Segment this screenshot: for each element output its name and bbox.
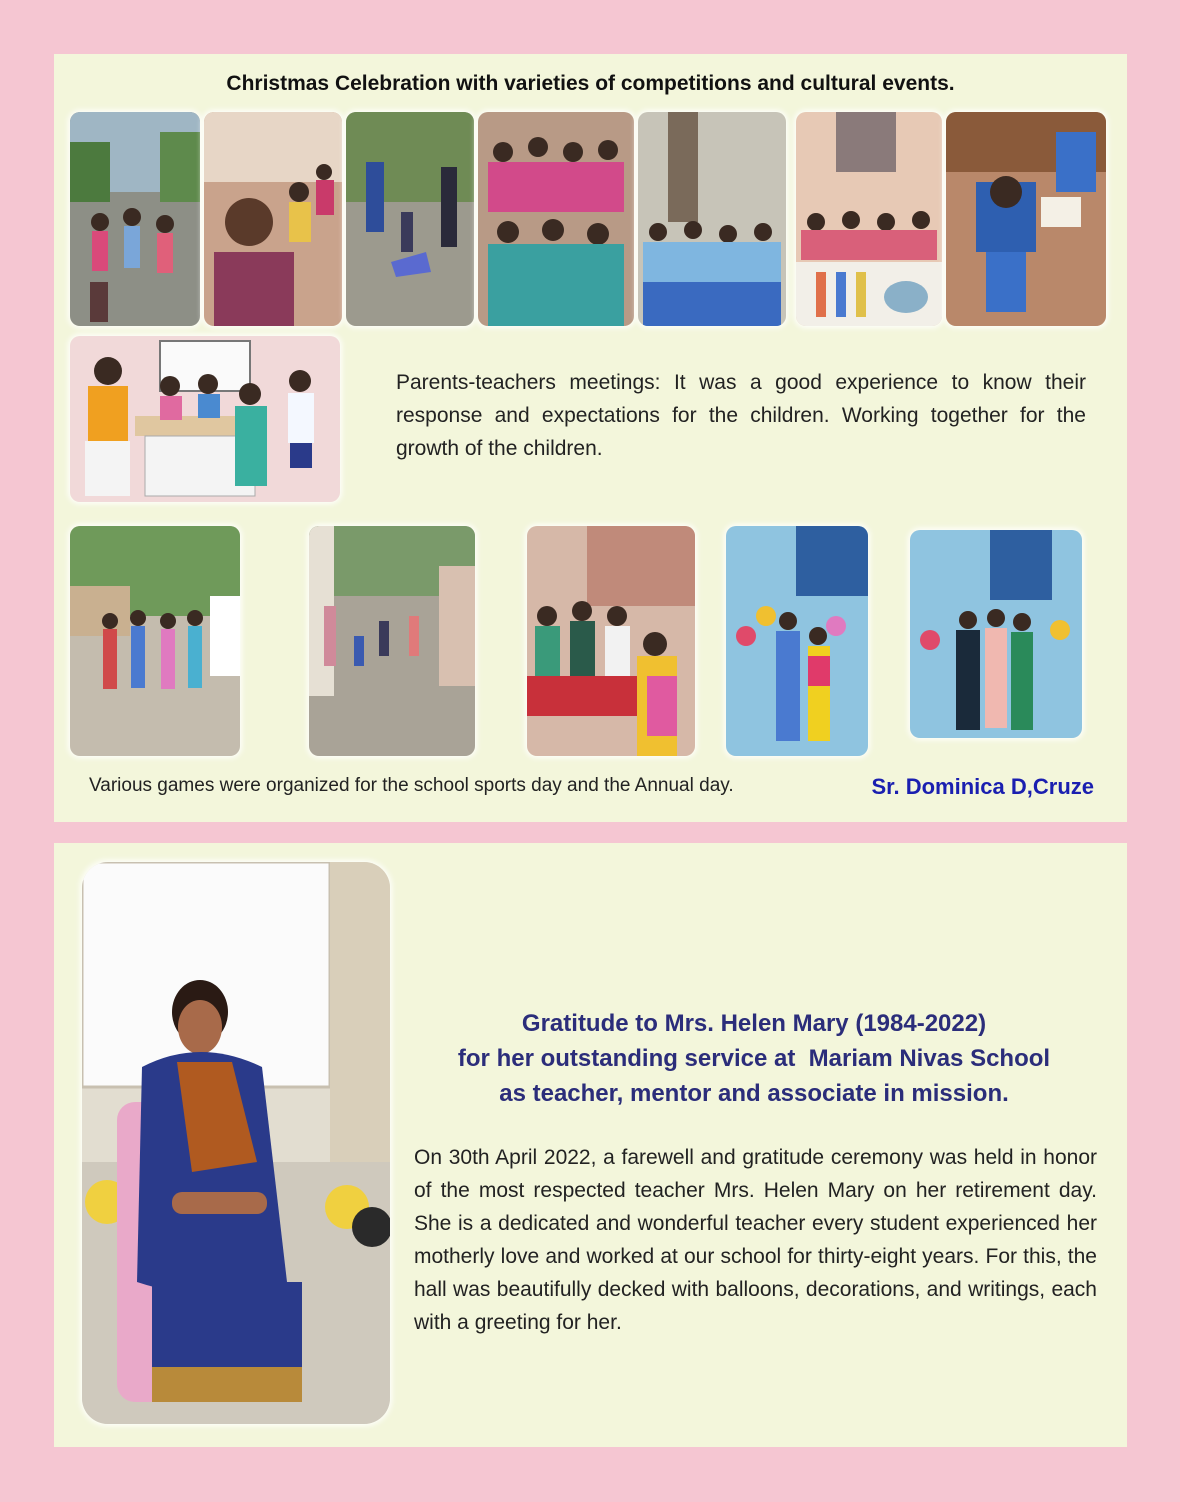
christmas-photo-4 [478,112,634,326]
gratitude-title-line-1: Gratitude to Mrs. Helen Mary (1984-2022) [521,1010,987,1037]
christmas-photo-3 [346,112,474,326]
author-name: Sr. Dominica D,Cruze [871,774,1094,799]
ptm-description: Parents-teachers meetings: It was a good experience to know their response and expectations for the children. Working together for the growth of the children. [396,371,1086,460]
gratitude-panel [54,843,1127,1447]
gratitude-title-line-2: for her outstanding service at Mariam Nivas School [457,1045,1051,1072]
gratitude-description: On 30th April 2022, a farewell and gratitude ceremony was held in honor of the most respected teacher Mrs. Helen Mary on her retirement day. She is a dedicated and wonderful teacher every student experienced her motherly love and worked at our school for thirty-eight years. For this, the hall was beautifully decked with balloons, decorations, and writings, each with a greeting for her. [414,1146,1097,1334]
christmas-photo-6 [796,112,942,326]
games-caption: Various games were organized for the school sports day and the Annual day. [89,775,734,796]
gratitude-title [404,1006,1104,1111]
christmas-heading: Christmas Celebration with varieties of competitions and cultural events. [226,72,955,95]
ptm-photo [70,336,340,502]
christmas-photo-5 [638,112,786,326]
christmas-photo-2 [204,112,342,326]
games-photo-1 [70,526,240,756]
games-photo-2 [309,526,475,756]
christmas-photo-7 [946,112,1106,326]
christmas-photo-1 [70,112,200,326]
gratitude-title-line-3: as teacher, mentor and associate in mission. [499,1080,1009,1107]
games-photo-3 [527,526,695,756]
events-panel [54,54,1127,822]
helen-mary-photo [82,862,390,1424]
games-photo-4 [726,526,868,756]
games-photo-5 [910,530,1082,738]
